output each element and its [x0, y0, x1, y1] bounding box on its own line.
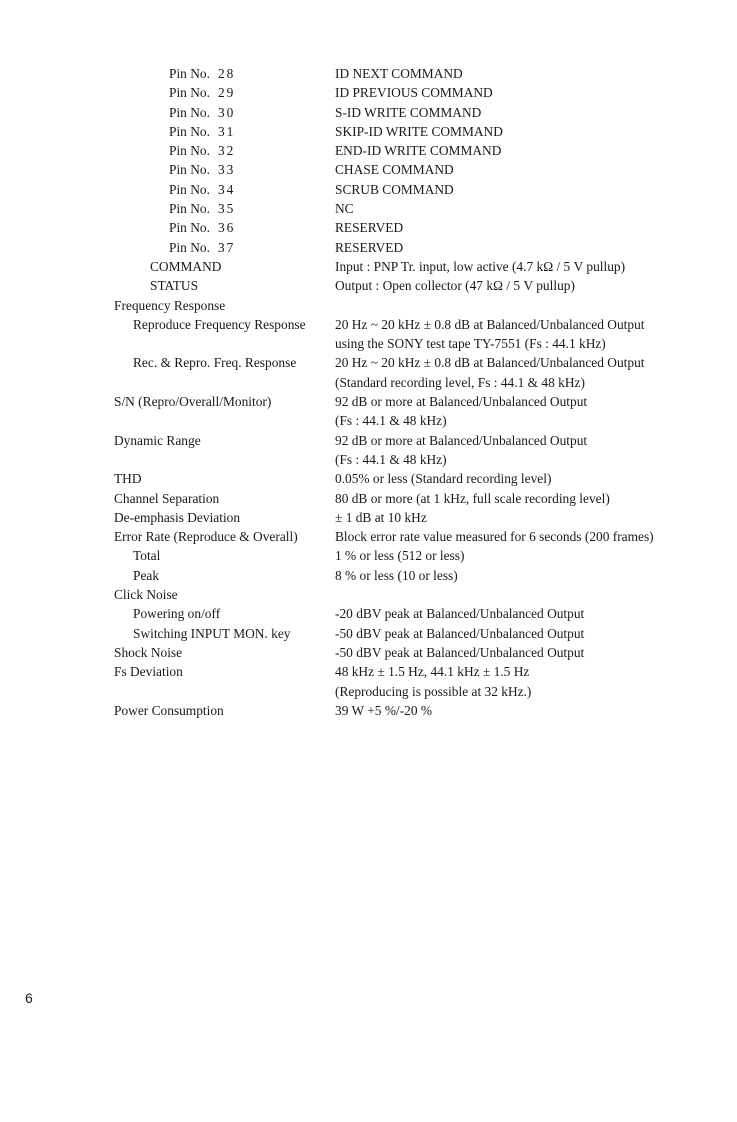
rec-repro-freq-row — [0, 353, 737, 372]
freq-response-label: Frequency Response — [114, 297, 226, 313]
page-number: 6 — [25, 990, 33, 1006]
click-noise-row — [0, 585, 737, 604]
deemphasis-value: ± 1 dB at 10 kHz — [335, 509, 427, 525]
error-peak-value: 8 % or less (10 or less) — [335, 567, 458, 583]
fs-deviation-label: Fs Deviation — [114, 664, 183, 680]
fs-deviation-row — [0, 662, 737, 681]
pin-desc: NC — [335, 201, 354, 217]
reproduce-freq-row — [0, 315, 737, 334]
pin-row — [0, 199, 737, 218]
fs-deviation-value-cont: (Reproducing is possible at 32 kHz.) — [335, 683, 532, 699]
pin-label: Pin No. 33 — [169, 162, 236, 178]
switching-value: -50 dBV peak at Balanced/Unbalanced Output — [335, 625, 585, 641]
powering-value: -20 dBV peak at Balanced/Unbalanced Output — [335, 606, 585, 622]
pin-desc: SKIP-ID WRITE COMMAND — [335, 123, 503, 139]
error-total-label: Total — [133, 548, 161, 564]
status-row — [0, 276, 737, 295]
thd-label: THD — [114, 471, 142, 487]
pin-label: Pin No. 32 — [169, 143, 236, 159]
rec-repro-freq-value: 20 Hz ~ 20 kHz ± 0.8 dB at Balanced/Unbalanced Output — [335, 355, 645, 371]
pin-row — [0, 83, 737, 102]
pin-row — [0, 103, 737, 122]
shock-noise-row — [0, 643, 737, 662]
command-label: COMMAND — [150, 258, 222, 274]
dynamic-range-row-cont — [0, 450, 737, 469]
power-label: Power Consumption — [114, 702, 224, 718]
dynamic-range-label: Dynamic Range — [114, 432, 201, 448]
shock-noise-label: Shock Noise — [114, 644, 183, 660]
pin-row — [0, 122, 737, 141]
pin-desc: S-ID WRITE COMMAND — [335, 104, 482, 120]
fs-deviation-row-cont — [0, 682, 737, 701]
deemphasis-row — [0, 508, 737, 527]
pin-row — [0, 141, 737, 160]
pin-label: Pin No. 35 — [169, 201, 236, 217]
error-rate-value: Block error rate value measured for 6 seconds (200 frames) — [335, 529, 654, 545]
deemphasis-label: De-emphasis Deviation — [114, 509, 241, 525]
pin-row — [0, 180, 737, 199]
error-peak-label: Peak — [133, 567, 160, 583]
command-value: Input : PNP Tr. input, low active (4.7 kΩ / 5 V pullup) — [335, 258, 626, 274]
pin-desc: CHASE COMMAND — [335, 162, 454, 178]
power-value: 39 W +5 %/-20 % — [335, 702, 433, 718]
fs-deviation-value: 48 kHz ± 1.5 Hz, 44.1 kHz ± 1.5 Hz — [335, 664, 530, 680]
pin-label: Pin No. 31 — [169, 123, 236, 139]
error-total-row — [0, 546, 737, 565]
sn-value-cont: (Fs : 44.1 & 48 kHz) — [335, 413, 447, 429]
pin-row — [0, 238, 737, 257]
click-noise-label: Click Noise — [114, 587, 178, 603]
powering-label: Powering on/off — [133, 606, 221, 622]
pin-label: Pin No. 28 — [169, 66, 236, 81]
rec-repro-freq-row-cont — [0, 373, 737, 392]
rec-repro-freq-label: Rec. & Repro. Freq. Response — [133, 355, 297, 371]
reproduce-freq-row-cont — [0, 334, 737, 353]
pin-desc: END-ID WRITE COMMAND — [335, 143, 502, 159]
channel-sep-row — [0, 489, 737, 508]
sn-label: S/N (Repro/Overall/Monitor) — [114, 394, 272, 410]
pin-label: Pin No. 30 — [169, 104, 236, 120]
dynamic-range-value: 92 dB or more at Balanced/Unbalanced Output — [335, 432, 588, 448]
power-row — [0, 701, 737, 720]
error-rate-label: Error Rate (Reproduce & Overall) — [114, 529, 298, 545]
spec-sheet — [0, 64, 737, 720]
reproduce-freq-label: Reproduce Frequency Response — [133, 316, 306, 332]
rec-repro-freq-value-cont: (Standard recording level, Fs : 44.1 & 48 kHz) — [335, 374, 585, 390]
status-label: STATUS — [150, 278, 199, 294]
switching-label: Switching INPUT MON. key — [133, 625, 291, 641]
pin-row — [0, 64, 737, 83]
thd-row — [0, 469, 737, 488]
error-total-value: 1 % or less (512 or less) — [335, 548, 465, 564]
error-rate-row — [0, 527, 737, 546]
pin-label: Pin No. 34 — [169, 181, 236, 197]
dynamic-range-value-cont: (Fs : 44.1 & 48 kHz) — [335, 451, 447, 467]
dynamic-range-row — [0, 431, 737, 450]
pin-label: Pin No. 37 — [169, 239, 236, 255]
reproduce-freq-value: 20 Hz ~ 20 kHz ± 0.8 dB at Balanced/Unbalanced Output — [335, 316, 645, 332]
sn-value: 92 dB or more at Balanced/Unbalanced Output — [335, 394, 588, 410]
freq-response-heading-row — [0, 296, 737, 315]
pin-label: Pin No. 36 — [169, 220, 236, 236]
status-value: Output : Open collector (47 kΩ / 5 V pullup) — [335, 278, 575, 294]
pin-row — [0, 218, 737, 237]
command-row — [0, 257, 737, 276]
thd-value: 0.05% or less (Standard recording level) — [335, 471, 552, 487]
error-peak-row — [0, 566, 737, 585]
channel-sep-value: 80 dB or more (at 1 kHz, full scale recording level) — [335, 490, 610, 506]
pin-desc: RESERVED — [335, 220, 404, 236]
pin-label: Pin No. 29 — [169, 85, 236, 101]
sn-row-cont — [0, 411, 737, 430]
pin-desc: RESERVED — [335, 239, 404, 255]
reproduce-freq-value-cont: using the SONY test tape TY-7551 (Fs : 44.1 kHz) — [335, 336, 606, 352]
pin-desc: SCRUB COMMAND — [335, 181, 454, 197]
sn-row — [0, 392, 737, 411]
powering-row — [0, 604, 737, 623]
switching-row — [0, 624, 737, 643]
pin-desc: ID NEXT COMMAND — [335, 66, 463, 81]
channel-sep-label: Channel Separation — [114, 490, 220, 506]
pin-row — [0, 160, 737, 179]
shock-noise-value: -50 dBV peak at Balanced/Unbalanced Output — [335, 644, 585, 660]
pin-desc: ID PREVIOUS COMMAND — [335, 85, 493, 101]
